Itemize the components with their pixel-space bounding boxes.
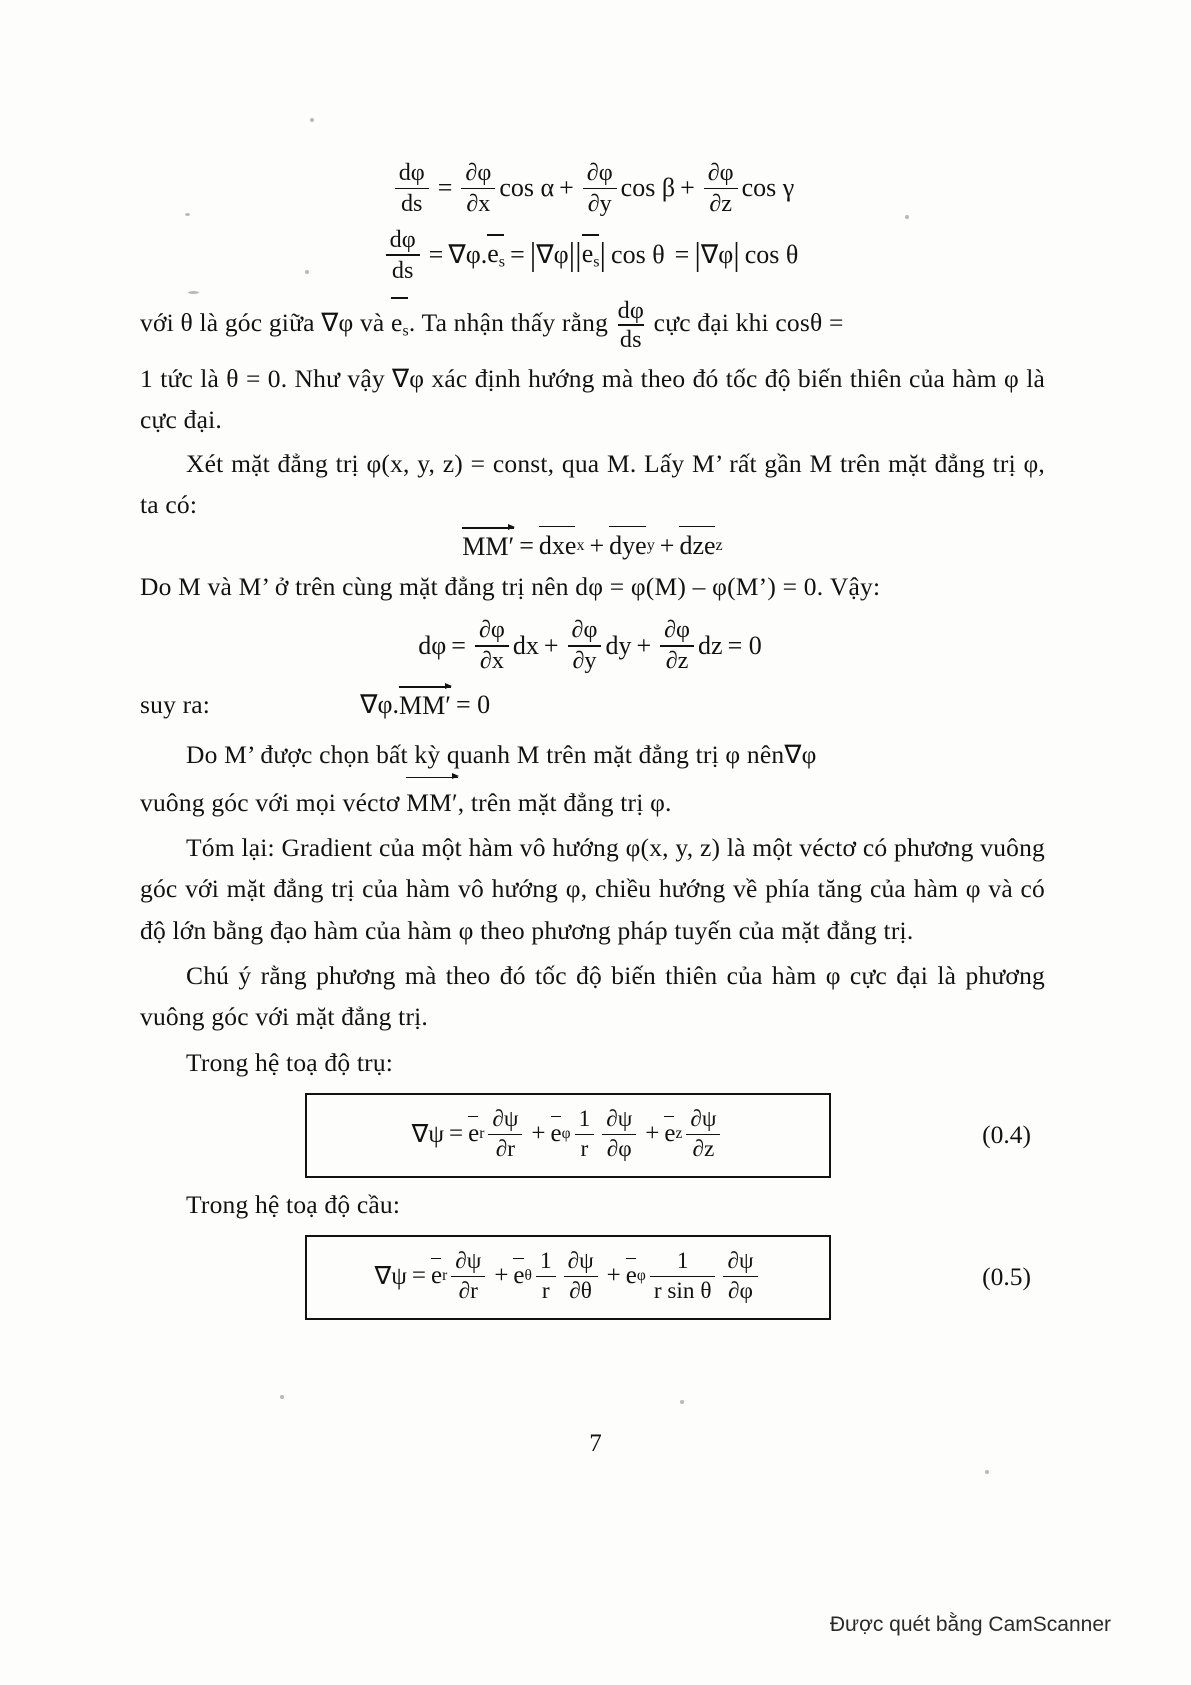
norm-grad-phi-2: ∇φ — [700, 240, 734, 270]
unit-vector-evarphi: e — [625, 1262, 637, 1290]
paragraph-theta-zero: 1 tức là θ = 0. Như vậy ∇φ xác định hướng mà theo đó tốc độ biến thiên của hàm φ là cực đại. — [140, 363, 1045, 435]
summary-lead: Tóm lại: — [186, 833, 275, 863]
scan-speck — [985, 1470, 989, 1474]
page-number: 7 — [589, 1430, 602, 1457]
equation-gradient-dot-unit: $\frac{d\varphi}{ds}$ = ∇φ. $e_s$ = | ∇φ | | $e_s$ | cos θ = | ∇φ | cos θ — [140, 227, 1045, 284]
fraction-dphi-dy: $\frac{\partial\varphi}{\partial y}$ — [583, 160, 617, 217]
paragraph-note: Chú ý rằng phương mà theo đó tốc độ biến thiên của hàm φ cực đại là phương vuông góc với mặt đẳng trị. — [140, 961, 1045, 1032]
inline-unit-vector-es: $e_s$ — [391, 302, 409, 344]
cos-alpha: cos α — [499, 173, 555, 203]
dz-term: dz — [698, 630, 723, 660]
dx-term: dx — [512, 630, 539, 660]
fraction-dpsi-dr-2: $\frac{\partial\psi}{\partial r}$ — [451, 1249, 485, 1304]
term-dz-ez: dze — [679, 530, 716, 560]
cos-beta: cos β — [620, 173, 676, 203]
vector-mm-prime-2: MM′ — [399, 688, 451, 721]
scan-speck — [280, 1395, 284, 1399]
unit-vector-etheta: e — [513, 1262, 525, 1290]
unit-vector-ephi: e — [550, 1120, 562, 1148]
paragraph-theta-angle: với θ là góc giữa ∇φ và $e_s$. Ta nhận thấy rằng $\frac{d\varphi}{ds}$ cực đại khi cosθ = — [140, 296, 844, 353]
boxed-equation-row-05 — [140, 1235, 1045, 1320]
unit-vector-ez: e — [664, 1120, 676, 1148]
fraction-dpsi-dvarphi: $\frac{\partial\psi}{\partial\varphi}$ — [723, 1249, 757, 1304]
scan-speck — [310, 118, 314, 122]
fraction-dpsi-dphi: $\frac{\partial\psi}{\partial\varphi}$ — [602, 1107, 636, 1162]
vector-mm-prime: MM′ — [462, 529, 514, 562]
paragraph-same-level-surface: Do M và M’ ở trên cùng mặt đẳng trị nên dφ = φ(M) – φ(M’) = 0. Vậy: — [140, 572, 881, 602]
term-dx-ex: dxe — [538, 530, 577, 560]
equation-mm-vector: MM′ = dxe x + dye y + dze z — [462, 530, 723, 562]
equation-grad-perp-mm: ∇φ. MM′ = 0 — [360, 689, 491, 721]
camscanner-watermark: Được quét bằng CamScanner — [829, 1613, 1111, 1636]
unit-vector-es: $e_s$ — [487, 238, 506, 271]
fraction-dpsi-dz: $\frac{\partial\psi}{\partial z}$ — [686, 1107, 720, 1162]
paragraph-summary — [140, 827, 1045, 951]
summary-italic-text: Gradient của một hàm vô hướng φ(x, y, z) là một véctơ có phương vuông góc với mặt đẳng trị của hàm vô hướng φ, chiều hướng về phía tăng của hàm φ và có độ lớn bằng đạo hàm của hàm φ theo phương pháp tuyến của mặt đẳng trị. — [140, 833, 1045, 945]
fraction-one-over-r: $\frac{1}{r}$ — [575, 1107, 595, 1162]
fraction-dphi-ds-2: $\frac{d\varphi}{ds}$ — [386, 227, 420, 284]
equation-total-differential-zero: dφ = $\frac{\partial\varphi}{\partial x}$ dx + $\frac{\partial\varphi}{\partial y}$ dy + $\frac{\partial\varphi}{\partial z}$ dz = 0 — [418, 616, 762, 675]
fraction-dphi-dx-2: $\frac{\partial\varphi}{\partial x}$ — [475, 617, 509, 674]
boxed-equation-04: ∇ψ = e r $\frac{\partial\psi}{\partial r}$ + e φ $\frac{1}{r}$ $\frac{\partial\psi}{\partial\varphi}$ + e z $\frac{\partial\psi}{\partial z}$ — [305, 1093, 831, 1178]
page-body — [140, 150, 1045, 1324]
fraction-dphi-dy-2: $\frac{\partial\varphi}{\partial y}$ — [568, 617, 602, 674]
dy-term: dy — [605, 630, 632, 660]
paragraph-perpendicular: vuông góc với mọi véctơ MM′, trên mặt đẳng trị φ. — [140, 779, 1045, 823]
fraction-dpsi-dtheta: $\frac{\partial\psi}{\partial\theta}$ — [564, 1249, 598, 1304]
unit-vector-er-2: e — [430, 1262, 443, 1290]
norm-grad-phi: ∇φ — [536, 240, 569, 270]
fraction-dphi-dx: $\frac{\partial\varphi}{\partial x}$ — [461, 160, 495, 217]
paragraph-arbitrary-mprime: Do M’ được chọn bất kỳ quanh M trên mặt đẳng trị φ nên∇φ — [186, 739, 817, 769]
grad-psi-sph: ∇ψ — [374, 1263, 407, 1291]
fraction-dphi-dz: $\frac{\partial\varphi}{\partial z}$ — [704, 160, 738, 217]
inline-fraction-dphi-ds: $\frac{d\varphi}{ds}$ — [617, 296, 645, 353]
fraction-one-over-rsintheta: $\frac{1}{\text{r sin θ}}$ — [650, 1249, 716, 1304]
label-suy-ra: suy ra: — [140, 690, 211, 720]
term-dy-ey: dye — [609, 530, 647, 560]
paragraph-level-surface: Xét mặt đẳng trị φ(x, y, z) = const, qua M. Lấy M’ rất gần M trên mặt đẳng trị φ, ta có: — [140, 448, 1045, 519]
cos-gamma: cos γ — [741, 173, 795, 203]
equation-number-04: (0.4) — [982, 1120, 1031, 1150]
norm-es: $e_s$ — [581, 238, 600, 271]
scan-speck — [680, 1400, 684, 1404]
paragraph-suy-ra-row — [140, 684, 1045, 725]
vector-mm-prime-3: MM′ — [406, 779, 458, 823]
fraction-one-over-r-2: $\frac{1}{r}$ — [536, 1249, 556, 1304]
dphi-label: dφ — [418, 630, 447, 660]
grad-phi-dot: ∇φ. — [448, 240, 488, 270]
paragraph-cylindrical-label: Trong hệ toạ độ trụ: — [186, 1047, 394, 1077]
unit-vector-er: e — [468, 1120, 480, 1148]
equation-directional-derivative: $\frac{d\varphi}{ds}$ = $\frac{\partial\varphi}{\partial x}$ cos α + $\frac{\partial\varphi}{\partial y}$ cos β + $\frac{\partial\varphi}{\partial z}$ cos γ — [140, 160, 1045, 217]
equation-number-05: (0.5) — [982, 1262, 1031, 1292]
fraction-dpsi-dr: $\frac{\partial\psi}{\partial r}$ — [488, 1107, 522, 1162]
boxed-equation-row-04 — [140, 1093, 1045, 1178]
grad-phi-dot-2: ∇φ. — [360, 689, 399, 719]
boxed-equation-05: ∇ψ = e r $\frac{\partial\psi}{\partial r}$ + e θ $\frac{1}{r}$ $\frac{\partial\psi}{\partial\theta}$ + e φ $\frac{1}{\text{r sin θ}}$ $\frac{\partial\psi}{\partial\varphi}$ — [305, 1235, 831, 1320]
fraction-dphi-dz-2: $\frac{\partial\varphi}{\partial z}$ — [660, 617, 694, 674]
grad-psi-cyl: ∇ψ — [411, 1121, 444, 1149]
fraction-dphi-ds: $\frac{d\varphi}{ds}$ — [395, 160, 429, 217]
paragraph-spherical-label: Trong hệ toạ độ cầu: — [186, 1189, 401, 1219]
